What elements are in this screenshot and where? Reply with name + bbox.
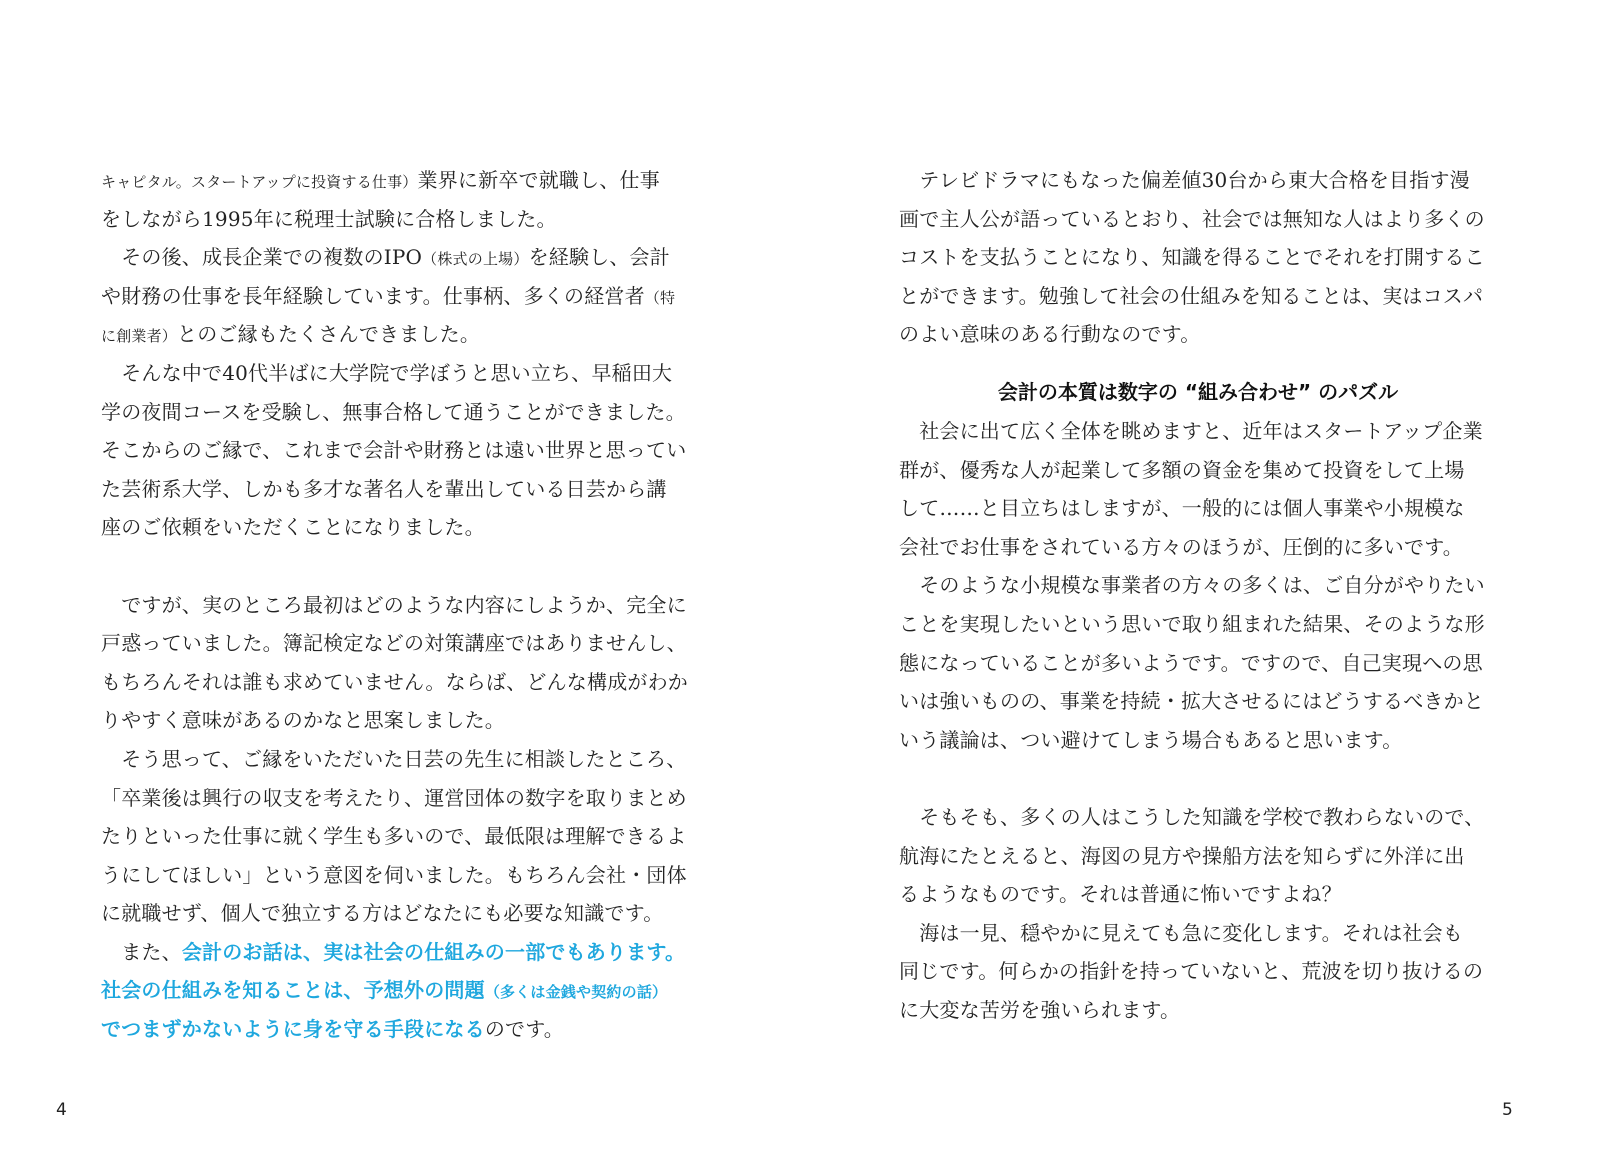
text-line <box>101 277 699 316</box>
text-line <box>899 528 1497 567</box>
text-segment: 同じです。何らかの指針を持っていないと、荒波を切り抜けるの <box>899 959 1484 984</box>
text-segment: して……と目立ちはしますが、一般的には個人事業や小規模な <box>899 496 1465 521</box>
highlighted-text: でつまずかないように身を守る手段になる <box>101 1017 485 1042</box>
text-segment: また、 <box>101 939 182 964</box>
page-number-left: 4 <box>56 1100 67 1120</box>
highlighted-text: 社会の仕組みを知ることは、予想外の問題 <box>101 978 485 1003</box>
text-line <box>101 470 699 509</box>
text-segment: 態になっていることが多いようです。ですので、自己実現への思 <box>899 650 1483 675</box>
text-line <box>899 875 1497 914</box>
text-segment: のよい意味のある行動なのです。 <box>899 322 1201 347</box>
text-segment: コストを支払うことになり、知識を得ることでそれを打開するこ <box>899 245 1485 270</box>
paragraph-gap <box>899 759 1497 798</box>
text-line <box>101 586 699 625</box>
text-segment: 座のご依頼をいただくことになりました。 <box>101 515 485 540</box>
text-segment: ことを実現したいという思いで取り組まれた結果、そのような形 <box>899 611 1485 636</box>
text-line <box>101 431 699 470</box>
text-segment: 「卒業後は興行の収支を考えたり、運営団体の数字を取りまとめ <box>101 785 687 810</box>
text-line <box>899 412 1497 451</box>
text-line <box>899 952 1497 991</box>
right-page <box>800 0 1600 1176</box>
text-segment: るようなものです。それは普通に怖いですよね？ <box>899 882 1342 907</box>
text-line <box>899 991 1497 1030</box>
text-segment: を経験し、会計 <box>528 245 670 270</box>
text-segment: 画で主人公が語っているとおり、社会では無知な人はより多くの <box>899 206 1485 231</box>
right-body-text <box>899 161 1497 1029</box>
right-body-bottom <box>899 412 1497 1030</box>
text-line <box>101 663 699 702</box>
text-line <box>101 1010 699 1049</box>
text-segment: た芸術系大学、しかも多才な著名人を輩出している日芸から講 <box>101 476 667 501</box>
annotation-text: （特 <box>644 288 676 307</box>
text-segment: 群が、優秀な人が起業して多額の資金を集めて投資をして上場 <box>899 457 1465 482</box>
text-line <box>899 161 1497 200</box>
text-line <box>899 277 1497 316</box>
annotation-text: キャピタル。スタートアップに投資する仕事） <box>101 173 418 191</box>
text-segment: に大変な苦労を強いられます。 <box>899 997 1181 1022</box>
text-line <box>101 740 699 779</box>
text-line <box>899 315 1497 354</box>
text-line <box>899 489 1497 528</box>
text-line <box>899 721 1497 760</box>
page-number-right: 5 <box>1502 1100 1513 1120</box>
text-segment: うにしてほしい」という意図を伺いました。もちろん会社・団体 <box>101 862 687 887</box>
text-segment: 会社でお仕事をされている方々のほうが、圧倒的に多いです。 <box>899 534 1463 559</box>
text-segment: 学の夜間コースを受験し、無事合格して通うことができました。 <box>101 399 686 424</box>
text-line <box>899 451 1497 490</box>
paragraph-gap <box>101 547 699 586</box>
text-line <box>899 238 1497 277</box>
text-line <box>101 779 699 818</box>
text-line <box>101 200 699 239</box>
right-body-top <box>899 161 1497 354</box>
text-line <box>899 914 1497 953</box>
text-line <box>899 566 1497 605</box>
text-line <box>101 624 699 663</box>
text-segment: そう思って、ご縁をいただいた日芸の先生に相談したところ、 <box>101 746 687 771</box>
text-line <box>101 315 699 354</box>
text-line <box>101 933 699 972</box>
highlighted-text: （多くは金銭や契約の話） <box>484 983 668 1002</box>
text-segment: や財務の仕事を長年経験しています。仕事柄、多くの経営者 <box>101 283 645 308</box>
text-segment: そこからのご縁で、これまで会計や財務とは遠い世界と思ってい <box>101 438 687 463</box>
text-segment: のです。 <box>484 1017 565 1042</box>
text-segment: とのご縁もたくさんできました。 <box>177 322 481 347</box>
text-line <box>899 837 1497 876</box>
text-line <box>101 971 699 1010</box>
left-body-text <box>101 161 699 1049</box>
text-segment: 社会に出て広く全体を眺めますと、近年はスタートアップ企業 <box>899 418 1483 443</box>
text-segment: その後、成長企業での複数のIPO <box>101 245 423 270</box>
text-segment: そのような小規模な事業者の方々の多くは、ご自分がやりたい <box>899 573 1485 598</box>
text-line <box>101 161 699 200</box>
text-line <box>101 393 699 432</box>
text-segment: 業界に新卒で就職し、仕事 <box>417 168 660 192</box>
annotation-text: に創業者） <box>101 327 178 346</box>
text-segment: に就職せず、個人で独立する方はどなたにも必要な知識です。 <box>101 901 664 926</box>
text-segment: いう議論は、つい避けてしまう場合もあると思います。 <box>899 727 1403 752</box>
text-line <box>101 894 699 933</box>
text-line <box>101 238 699 277</box>
section-heading: 会計の本質は数字の “組み合わせ” のパズル <box>997 379 1399 404</box>
highlighted-text: 会計のお話は、実は社会の仕組みの一部でもあります。 <box>181 939 686 964</box>
text-line <box>101 701 699 740</box>
text-line <box>101 508 699 547</box>
text-segment: 戸惑っていました。簿記検定などの対策講座ではありませんし、 <box>101 631 687 656</box>
text-segment: そもそも、多くの人はこうした知識を学校で教わらないので、 <box>899 804 1485 829</box>
text-segment: とができます。勉強して社会の仕組みを知ることは、実はコスパ <box>899 283 1484 308</box>
text-segment: もちろんそれは誰も求めていません。ならば、どんな構成がわか <box>101 669 688 694</box>
text-line <box>899 200 1497 239</box>
text-line <box>899 605 1497 644</box>
text-segment: テレビドラマにもなった偏差値30台から東大合格を目指す漫 <box>899 168 1470 192</box>
text-segment: りやすく意味があるのかなと思案しました。 <box>101 708 505 733</box>
text-segment: をしながら1995年に税理士試験に合格しました。 <box>101 206 557 231</box>
text-line <box>101 856 699 895</box>
text-line <box>899 644 1497 683</box>
text-line <box>101 354 699 393</box>
text-segment: たりといった仕事に就く学生も多いので、最低限は理解できるよ <box>101 824 687 849</box>
text-segment: 海は一見、穏やかに見えても急に変化します。それは社会も <box>899 920 1463 945</box>
text-line <box>899 798 1497 837</box>
text-segment: 航海にたとえると、海図の見方や操船方法を知らずに外洋に出 <box>899 843 1465 868</box>
text-line <box>899 682 1497 721</box>
text-segment: ですが、実のところ最初はどのような内容にしようか、完全に <box>101 592 687 617</box>
text-line <box>101 817 699 856</box>
annotation-text: （株式の上場） <box>422 250 529 269</box>
text-segment: そんな中で40代半ばに大学院で学ぼうと思い立ち、早稲田大 <box>101 360 673 385</box>
text-segment: いは強いものの、事業を持続・拡大させるにはどうするべきかと <box>899 689 1484 714</box>
